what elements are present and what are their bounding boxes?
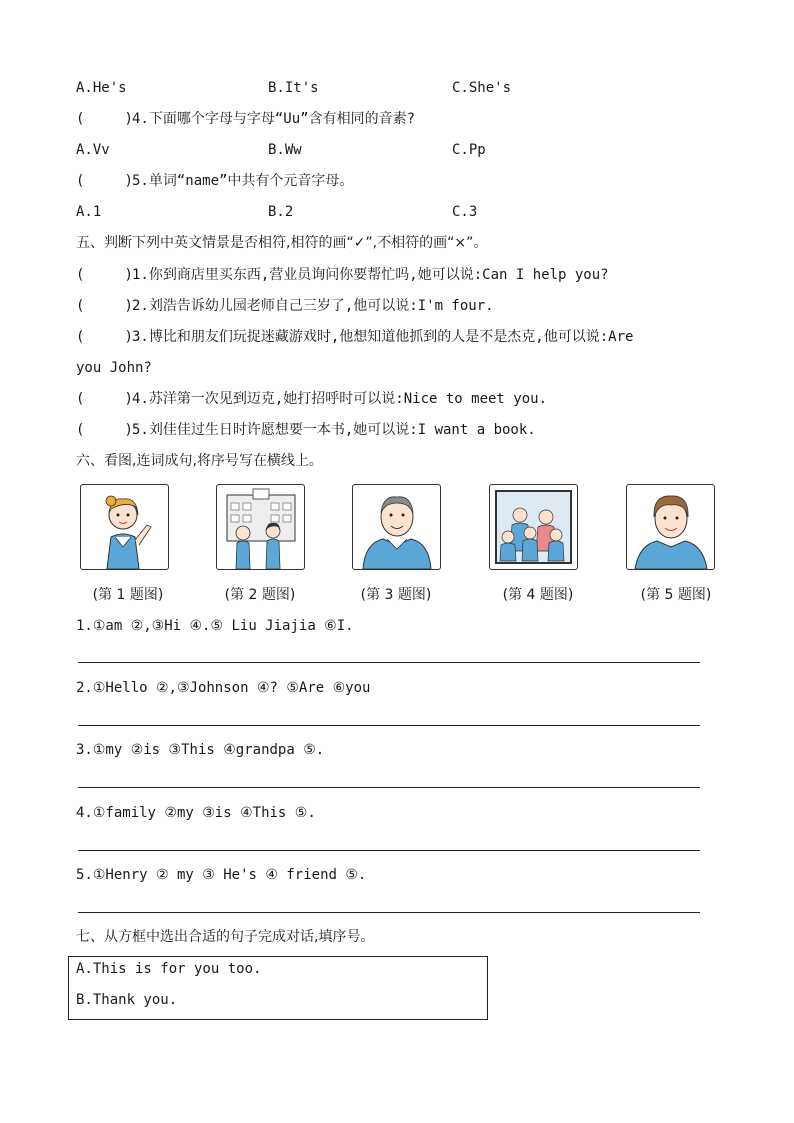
- answer-line[interactable]: [78, 662, 700, 663]
- word-order-question-1: 1.①am ②,③Hi ④.⑤ Liu Jiajia ⑥I.: [76, 618, 354, 634]
- option-b: B.2: [268, 204, 294, 220]
- word-order-question-4: 4.①family ②my ③is ④This ⑤.: [76, 805, 316, 821]
- picture-caption: (第 3 题图): [360, 587, 432, 603]
- answer-line[interactable]: [78, 787, 700, 788]
- judgement-item-1: ( )1.你到商店里买东西,营业员询问你要帮忙吗,她可以说:Can I help you?: [76, 267, 609, 283]
- answer-blank[interactable]: ( ): [76, 329, 133, 345]
- section-5-heading: 五、判断下列中英文情景是否相符,相符的画“✓”,不相符的画“×”。: [76, 235, 488, 251]
- children-at-school-illustration: [216, 484, 305, 570]
- picture-caption: (第 4 题图): [502, 587, 574, 603]
- family-photo-illustration: [489, 484, 578, 570]
- word-order-question-2: 2.①Hello ②,③Johnson ④? ⑤Are ⑥you: [76, 680, 371, 696]
- picture-caption: (第 5 题图): [640, 587, 712, 603]
- answer-line[interactable]: [78, 850, 700, 851]
- answer-blank[interactable]: ( ): [76, 267, 133, 283]
- answer-blank[interactable]: ( ): [76, 422, 133, 438]
- grandpa-illustration: [352, 484, 441, 570]
- girl-waving-illustration: [80, 484, 169, 570]
- answer-blank[interactable]: ( ): [76, 111, 133, 127]
- picture-caption: (第 1 题图): [92, 587, 164, 603]
- answer-line[interactable]: [78, 912, 700, 913]
- option-a: A.Vv: [76, 142, 110, 158]
- word-order-question-3: 3.①my ②is ③This ④grandpa ⑤.: [76, 742, 325, 758]
- judgement-item-3-continued: you John?: [76, 360, 152, 376]
- option-c: C.Pp: [452, 142, 486, 158]
- judgement-item-5: ( )5.刘佳佳过生日时许愿想要一本书,她可以说:I want a book.: [76, 422, 536, 438]
- judgement-item-2: ( )2.刘浩告诉幼儿园老师自己三岁了,他可以说:I'm four.: [76, 298, 494, 314]
- answer-blank[interactable]: ( ): [76, 173, 133, 189]
- option-b: B.It's: [268, 80, 319, 96]
- question-5: [76, 172, 353, 190]
- section-6-heading: 六、看图,连词成句,将序号写在横线上。: [76, 453, 323, 469]
- picture-caption: (第 2 题图): [224, 587, 296, 603]
- answer-blank[interactable]: ( ): [76, 391, 133, 407]
- question-text: 4.下面哪个字母与字母“Uu”含有相同的音素?: [132, 111, 415, 127]
- answer-blank[interactable]: ( ): [76, 298, 133, 314]
- option-a: A.1: [76, 204, 102, 220]
- choice-b: B.Thank you.: [76, 992, 178, 1008]
- question-text: 5.单词“name”中共有个元音字母。: [132, 173, 354, 189]
- sentence-choice-box: [68, 956, 488, 1020]
- option-b: B.Ww: [268, 142, 302, 158]
- word-order-question-5: 5.①Henry ② my ③ He's ④ friend ⑤.: [76, 867, 367, 883]
- option-c: C.She's: [452, 80, 512, 96]
- judgement-item-4: ( )4.苏洋第一次见到迈克,她打招呼时可以说:Nice to meet you.: [76, 391, 548, 407]
- question-4: [76, 110, 415, 128]
- option-a: A.He's: [76, 80, 127, 96]
- boy-portrait-illustration: [626, 484, 715, 570]
- section-7-heading: 七、从方框中选出合适的句子完成对话,填序号。: [76, 929, 375, 945]
- option-c: C.3: [452, 204, 478, 220]
- answer-line[interactable]: [78, 725, 700, 726]
- choice-a: A.This is for you too.: [76, 961, 262, 977]
- judgement-item-3: ( )3.博比和朋友们玩捉迷藏游戏时,他想知道他抓到的人是不是杰克,他可以说:Are: [76, 329, 634, 345]
